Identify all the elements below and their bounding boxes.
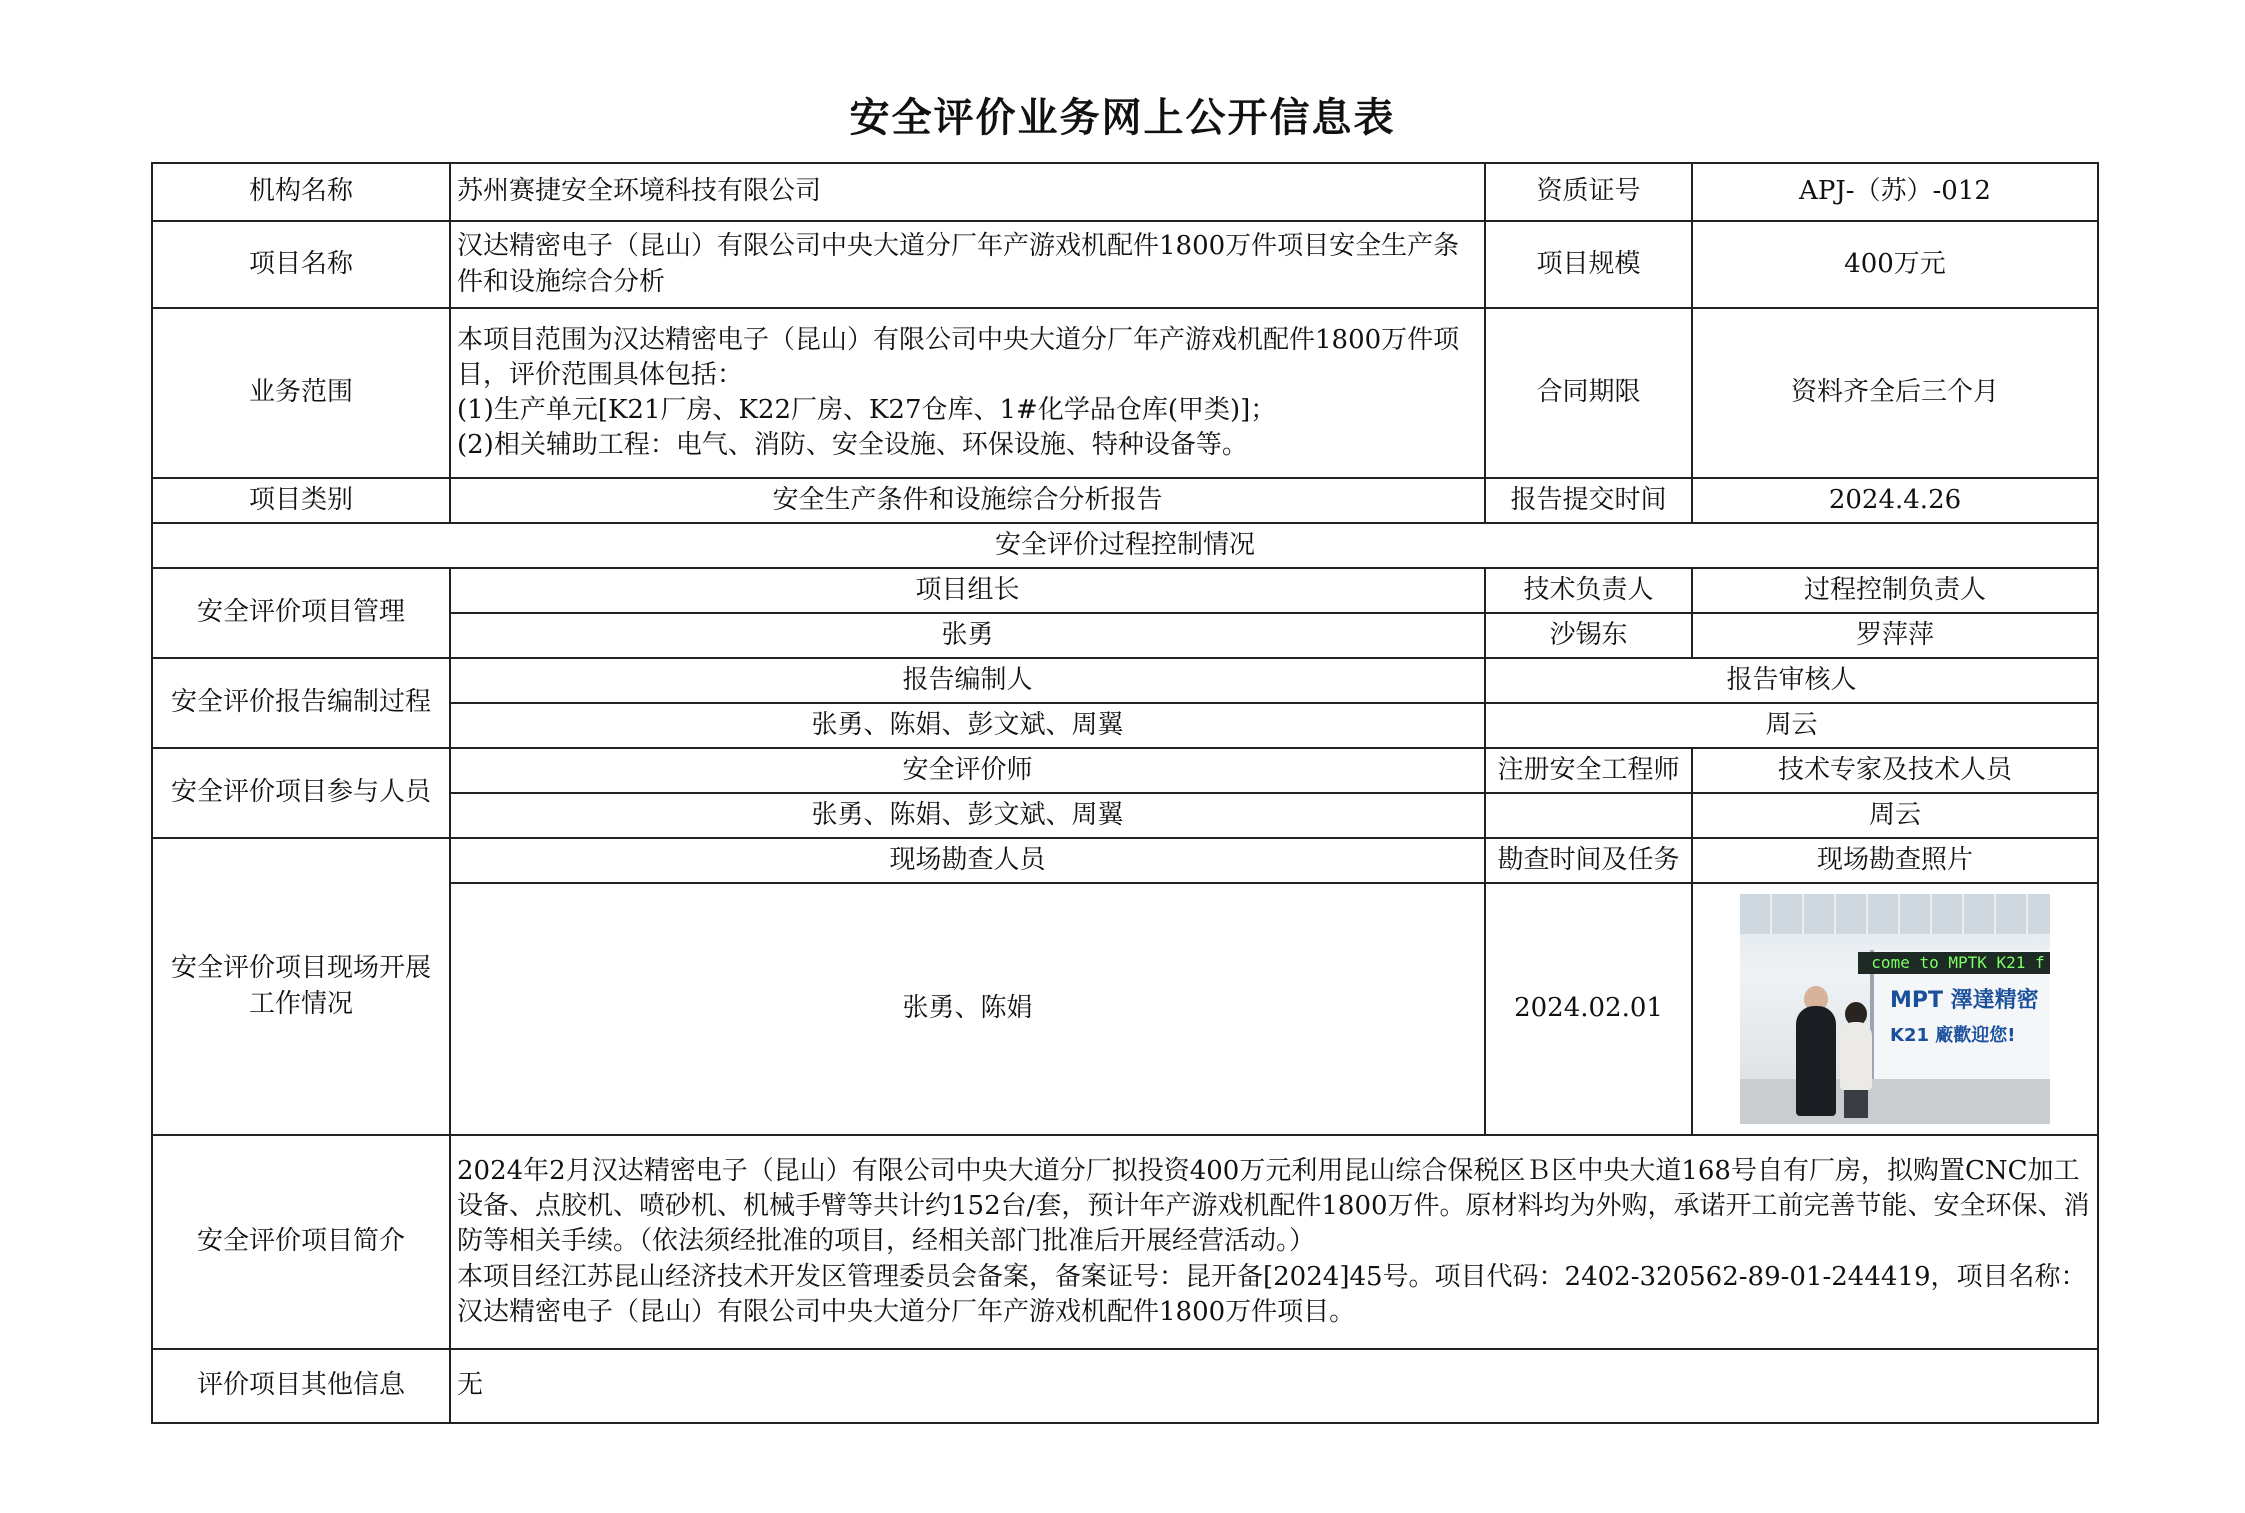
category-value: 安全生产条件和设施综合分析报告 (450, 478, 1485, 523)
site-v1: 张勇、陈娟 (450, 883, 1485, 1135)
project-value: 汉达精密电子（昆山）有限公司中央大道分厂年产游戏机配件1800万件项目安全生产条件和设施综合分析 (450, 221, 1485, 308)
photo-floor (1740, 1079, 2050, 1124)
photo-person-2-legs (1844, 1090, 1868, 1118)
site-h2: 勘查时间及任务 (1485, 838, 1692, 883)
photo-person-2 (1840, 1022, 1872, 1090)
other-label: 评价项目其他信息 (152, 1349, 450, 1423)
term-label: 合同期限 (1485, 308, 1692, 478)
row-report-head (152, 658, 2098, 703)
row-project (152, 221, 2098, 308)
row-process-header (152, 523, 2098, 568)
mgmt-v3: 罗萍萍 (1692, 613, 2098, 658)
report-v2: 周云 (1485, 703, 2098, 748)
participants-h3: 技术专家及技术人员 (1692, 748, 2098, 793)
scope-label: 业务范围 (152, 308, 450, 478)
org-label: 机构名称 (152, 163, 450, 221)
participants-label: 安全评价项目参与人员 (152, 748, 450, 838)
info-table (151, 162, 2099, 1424)
mgmt-v1: 张勇 (450, 613, 1485, 658)
photo-sign-sub: K21 廠歡迎您! (1890, 1025, 2016, 1046)
report-h1: 报告编制人 (450, 658, 1485, 703)
photo-sign-main: MPT 澤達精密 (1890, 988, 2039, 1013)
mgmt-h3: 过程控制负责人 (1692, 568, 2098, 613)
mgmt-v2: 沙锡东 (1485, 613, 1692, 658)
project-label: 项目名称 (152, 221, 450, 308)
photo-led-banner: come to MPTK K21 f (1858, 952, 2050, 974)
mgmt-h1: 项目组长 (450, 568, 1485, 613)
scale-value: 400万元 (1692, 221, 2098, 308)
site-h1: 现场勘查人员 (450, 838, 1485, 883)
participants-v1: 张勇、陈娟、彭文斌、周翼 (450, 793, 1485, 838)
site-photo-cell (1692, 883, 2098, 1135)
row-intro (152, 1135, 2098, 1349)
category-label: 项目类别 (152, 478, 450, 523)
org-value: 苏州赛捷安全环境科技有限公司 (450, 163, 1485, 221)
photo-person-1 (1796, 1006, 1836, 1116)
participants-h2: 注册安全工程师 (1485, 748, 1692, 793)
intro-paragraph-2: 本项目经江苏昆山经济技术开发区管理委员会备案，备案证号：昆开备[2024]45号。项目代码：2402-320562-89-01-244419，项目名称：汉达精密电子（昆山）有限公司中央大道分厂年产游戏机配件1800万件项目。 (457, 1261, 2087, 1327)
mgmt-label: 安全评价项目管理 (152, 568, 450, 658)
row-participants-head (152, 748, 2098, 793)
participants-v2 (1485, 793, 1692, 838)
site-v2: 2024.02.01 (1485, 883, 1692, 1135)
intro-text (450, 1135, 2098, 1349)
cert-label: 资质证号 (1485, 163, 1692, 221)
term-value: 资料齐全后三个月 (1692, 308, 2098, 478)
site-h3: 现场勘查照片 (1692, 838, 2098, 883)
submit-value: 2024.4.26 (1692, 478, 2098, 523)
scope-value (450, 308, 1485, 478)
page-title: 安全评价业务网上公开信息表 (849, 95, 1396, 141)
submit-label: 报告提交时间 (1485, 478, 1692, 523)
intro-paragraph-1: 2024年2月汉达精密电子（昆山）有限公司中央大道分厂拟投资400万元利用昆山综合保税区Ｂ区中央大道168号自有厂房，拟购置CNC加工设备、点胶机、喷砂机、机械手臂等共计约152台/套，预计年产游戏机配件1800万件。原材料均为外购，承诺开工前完善节能、安全环保、消防等相关手续。（依法须经批准的项目，经相关部门批准后开展经营活动。） (457, 1156, 2090, 1257)
row-category (152, 478, 2098, 523)
site-label: 安全评价项目现场开展工作情况 (152, 838, 450, 1135)
report-v1: 张勇、陈娟、彭文斌、周翼 (450, 703, 1485, 748)
other-value: 无 (450, 1349, 2098, 1423)
row-org (152, 163, 2098, 221)
scale-label: 项目规模 (1485, 221, 1692, 308)
cert-value: APJ-（苏）-012 (1692, 163, 2098, 221)
scope-line-2: (1)生产单元[K21厂房、K22厂房、K27仓库、1#化学品仓库(甲类)]； (457, 395, 1277, 425)
report-h2: 报告审核人 (1485, 658, 2098, 703)
row-site-head (152, 838, 2098, 883)
process-header: 安全评价过程控制情况 (152, 523, 2098, 568)
row-scope (152, 308, 2098, 478)
mgmt-h2: 技术负责人 (1485, 568, 1692, 613)
intro-label: 安全评价项目简介 (152, 1135, 450, 1349)
row-mgmt-head (152, 568, 2098, 613)
scope-line-1: 本项目范围为汉达精密电子（昆山）有限公司中央大道分厂年产游戏机配件1800万件项目，评价范围具体包括： (457, 324, 1460, 390)
scope-line-3: (2)相关辅助工程：电气、消防、安全设施、环保设施、特种设备等。 (457, 430, 1248, 461)
photo-ceiling (1740, 894, 2050, 934)
report-label: 安全评价报告编制过程 (152, 658, 450, 748)
row-other (152, 1349, 2098, 1423)
site-photo (1740, 894, 2050, 1124)
participants-v3: 周云 (1692, 793, 2098, 838)
participants-h1: 安全评价师 (450, 748, 1485, 793)
